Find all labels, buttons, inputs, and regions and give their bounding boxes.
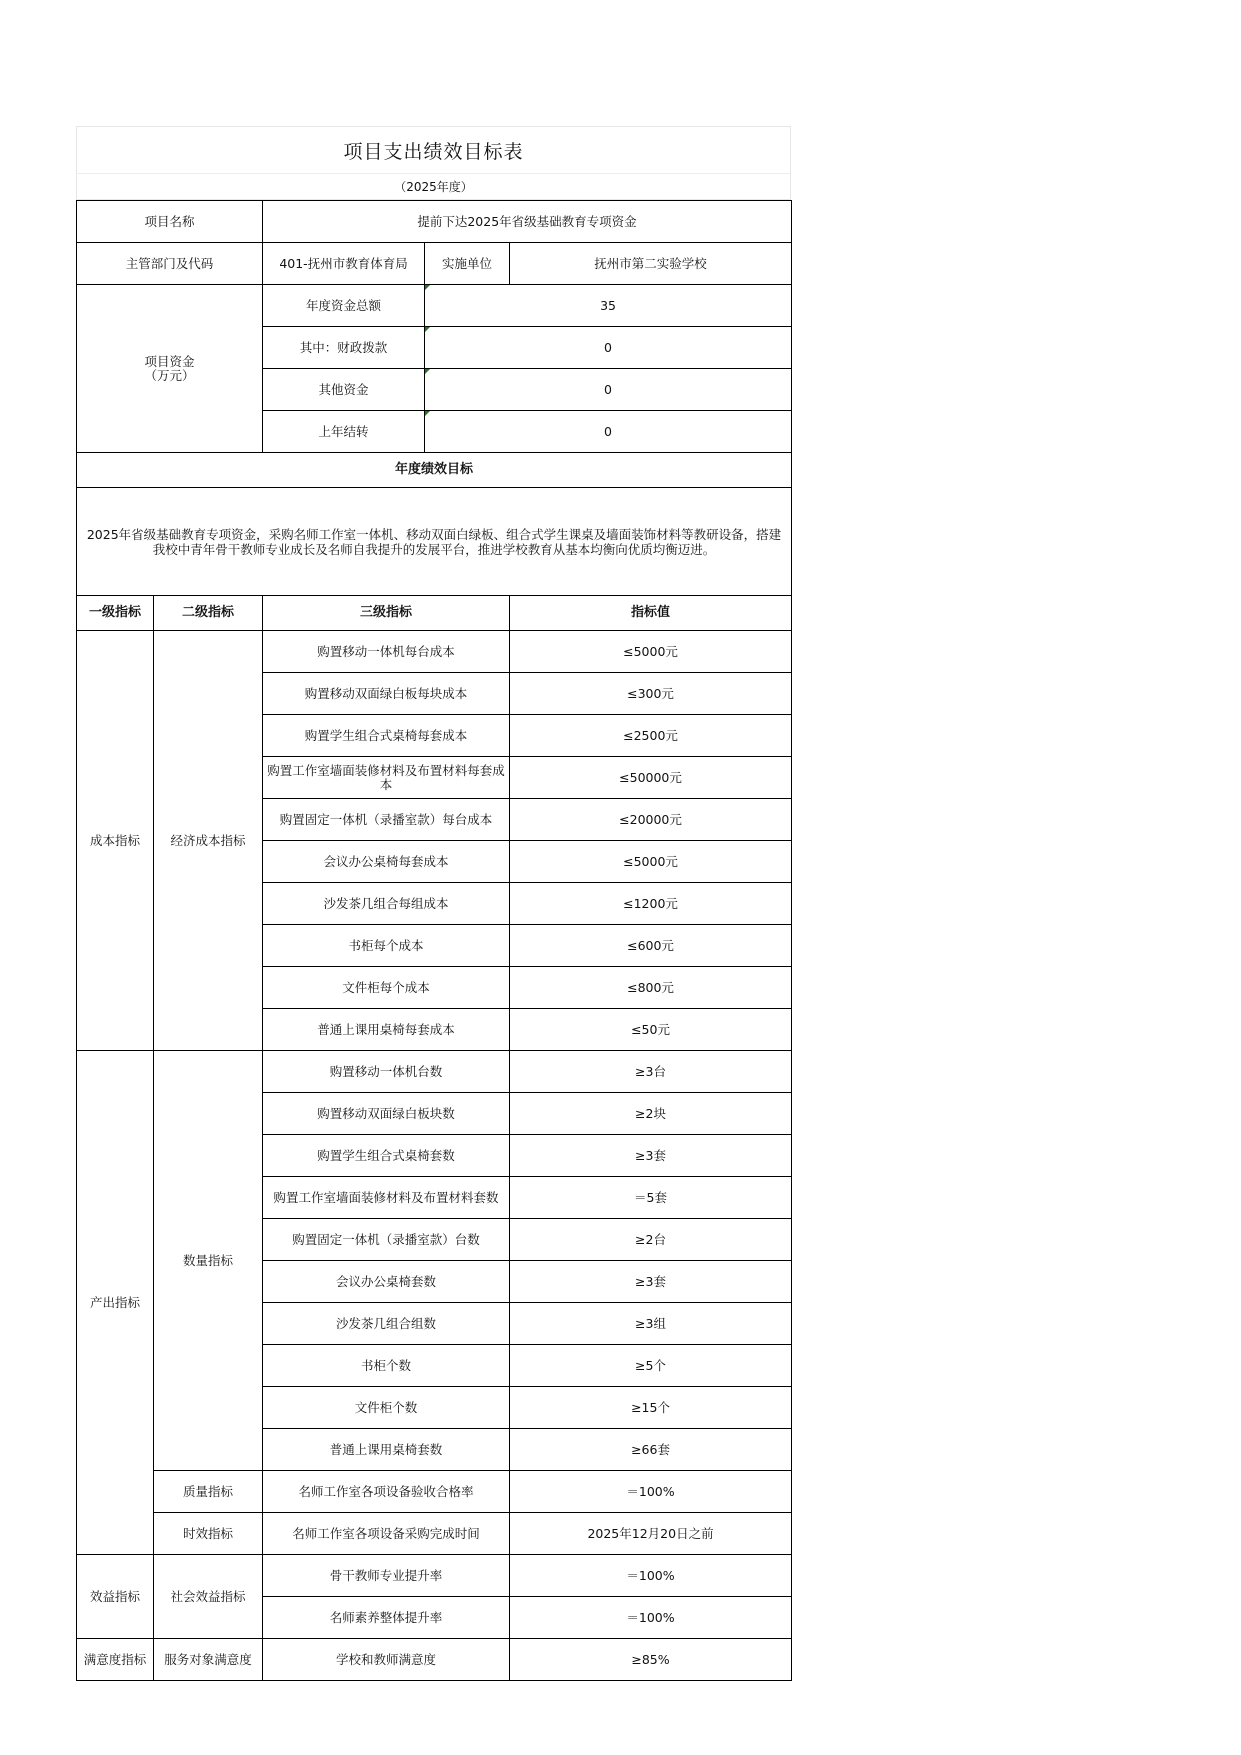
- indicator-value: ≥3组: [510, 1303, 792, 1345]
- table-title: 项目支出绩效目标表: [76, 126, 791, 173]
- indicator-name: 购置学生组合式桌椅套数: [263, 1135, 510, 1177]
- indicator-value: ≤5000元: [510, 631, 792, 673]
- indicator-value: 2025年12月20日之前: [510, 1513, 792, 1555]
- fund-row-label: 其中：财政拨款: [263, 327, 425, 369]
- indicator-name: 购置移动双面绿白板每块成本: [263, 673, 510, 715]
- indicator-value: ＝5套: [510, 1177, 792, 1219]
- indicator-value: ≥15个: [510, 1387, 792, 1429]
- fund-row-value: 35: [425, 285, 792, 327]
- indicator-value: ≤300元: [510, 673, 792, 715]
- performance-table: [76, 200, 792, 1681]
- funds-label-line2: （万元）: [144, 367, 195, 383]
- indicator-name: 普通上课用桌椅套数: [263, 1429, 510, 1471]
- benefit-level2: 社会效益指标: [154, 1555, 263, 1639]
- indicator-name: 文件柜个数: [263, 1387, 510, 1429]
- indicator-value: ≥3套: [510, 1135, 792, 1177]
- project-name-label: 项目名称: [77, 201, 263, 243]
- dept-label: 主管部门及代码: [77, 243, 263, 285]
- indicator-value: ≥3台: [510, 1051, 792, 1093]
- indicator-value: ≤1200元: [510, 883, 792, 925]
- indicator-value: ≥2台: [510, 1219, 792, 1261]
- indicator-name: 购置移动双面绿白板块数: [263, 1093, 510, 1135]
- satisfaction-level1: 满意度指标: [77, 1639, 154, 1681]
- fund-row-value: 0: [425, 369, 792, 411]
- indicator-name: 名师工作室各项设备采购完成时间: [263, 1513, 510, 1555]
- indicator-value: ＝100%: [510, 1471, 792, 1513]
- indicator-name: 购置学生组合式桌椅每套成本: [263, 715, 510, 757]
- indicator-name: 学校和教师满意度: [263, 1639, 510, 1681]
- project-name-value: 提前下达2025年省级基础教育专项资金: [263, 201, 792, 243]
- indicator-value: ＝100%: [510, 1555, 792, 1597]
- indicator-name: 购置工作室墙面装修材料及布置材料每套成本: [263, 757, 510, 799]
- output-level1: 产出指标: [77, 1051, 154, 1555]
- header-value: 指标值: [510, 596, 792, 631]
- indicator-value: ≥2块: [510, 1093, 792, 1135]
- indicator-value: ＝100%: [510, 1597, 792, 1639]
- indicator-value: ≥85%: [510, 1639, 792, 1681]
- annual-goal-text: 2025年省级基础教育专项资金，采购名师工作室一体机、移动双面白绿板、组合式学生课桌及墙面装饰材料等教研设备，搭建我校中青年骨干教师专业成长及名师自我提升的发展平台，推进学校教育从基本均衡向优质均衡迈进。: [77, 488, 792, 596]
- indicator-name: 文件柜每个成本: [263, 967, 510, 1009]
- header-level3: 三级指标: [263, 596, 510, 631]
- indicator-name: 沙发茶几组合组数: [263, 1303, 510, 1345]
- indicator-value: ≤50元: [510, 1009, 792, 1051]
- dept-value: 401-抚州市教育体育局: [263, 243, 425, 285]
- fund-row-label: 年度资金总额: [263, 285, 425, 327]
- indicator-value: ≤800元: [510, 967, 792, 1009]
- indicator-value: ≤20000元: [510, 799, 792, 841]
- indicator-name: 书柜个数: [263, 1345, 510, 1387]
- indicator-value: ≥5个: [510, 1345, 792, 1387]
- indicator-name: 书柜每个成本: [263, 925, 510, 967]
- indicator-value: ≤600元: [510, 925, 792, 967]
- indicator-name: 购置移动一体机台数: [263, 1051, 510, 1093]
- output-time-level2: 时效指标: [154, 1513, 263, 1555]
- indicator-name: 购置固定一体机（录播室款）每台成本: [263, 799, 510, 841]
- output-quality-level2: 质量指标: [154, 1471, 263, 1513]
- header-level1: 一级指标: [77, 596, 154, 631]
- funds-label-line1: 项目资金: [144, 353, 195, 369]
- indicator-name: 会议办公桌椅每套成本: [263, 841, 510, 883]
- satisfaction-level2: 服务对象满意度: [154, 1639, 263, 1681]
- table-year: （2025年度）: [76, 173, 791, 200]
- indicator-value: ≥3套: [510, 1261, 792, 1303]
- indicator-name: 购置固定一体机（录播室款）台数: [263, 1219, 510, 1261]
- indicator-value: ≤2500元: [510, 715, 792, 757]
- funds-label: [77, 285, 263, 453]
- indicator-name: 普通上课用桌椅每套成本: [263, 1009, 510, 1051]
- annual-goal-header: 年度绩效目标: [77, 453, 792, 488]
- fund-row-value: 0: [425, 327, 792, 369]
- indicator-name: 会议办公桌椅套数: [263, 1261, 510, 1303]
- fund-row-value: 0: [425, 411, 792, 453]
- fund-row-label: 上年结转: [263, 411, 425, 453]
- benefit-level1: 效益指标: [77, 1555, 154, 1639]
- indicator-value: ≤50000元: [510, 757, 792, 799]
- indicator-name: 沙发茶几组合每组成本: [263, 883, 510, 925]
- performance-table-sheet: [76, 126, 791, 1681]
- indicator-name: 骨干教师专业提升率: [263, 1555, 510, 1597]
- cost-level2: 经济成本指标: [154, 631, 263, 1051]
- fund-row-label: 其他资金: [263, 369, 425, 411]
- indicator-value: ≥66套: [510, 1429, 792, 1471]
- indicator-name: 购置工作室墙面装修材料及布置材料套数: [263, 1177, 510, 1219]
- impl-unit-label: 实施单位: [425, 243, 510, 285]
- impl-unit-value: 抚州市第二实验学校: [510, 243, 792, 285]
- output-quantity-level2: 数量指标: [154, 1051, 263, 1471]
- indicator-value: ≤5000元: [510, 841, 792, 883]
- indicator-name: 名师工作室各项设备验收合格率: [263, 1471, 510, 1513]
- header-level2: 二级指标: [154, 596, 263, 631]
- indicator-name: 名师素养整体提升率: [263, 1597, 510, 1639]
- indicator-name: 购置移动一体机每台成本: [263, 631, 510, 673]
- cost-level1: 成本指标: [77, 631, 154, 1051]
